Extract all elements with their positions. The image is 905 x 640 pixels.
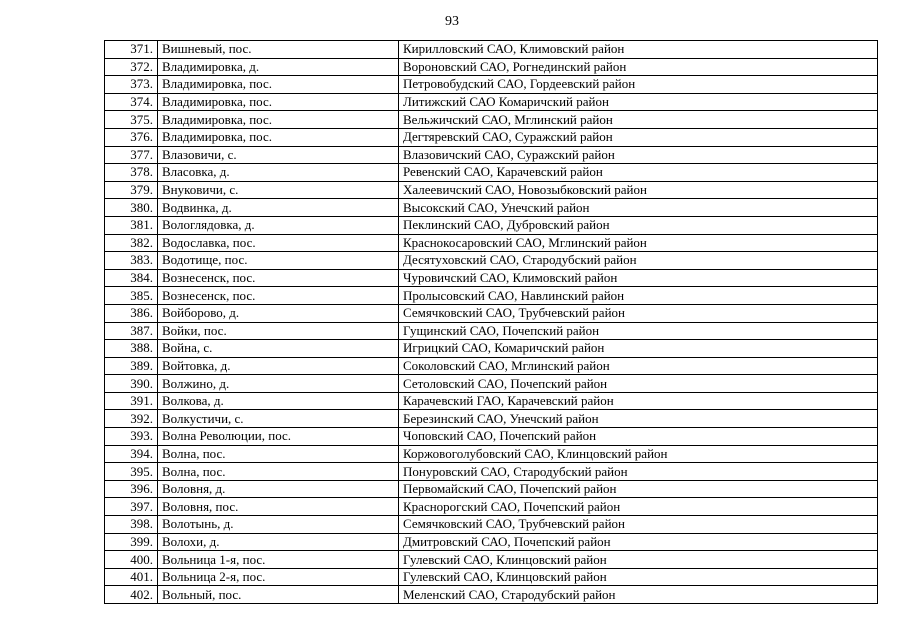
row-number: 377. <box>105 146 158 164</box>
row-number: 386. <box>105 304 158 322</box>
settlement-name: Владимировка, пос. <box>158 128 399 146</box>
table-row <box>105 269 878 287</box>
settlement-name: Волна Революции, пос. <box>158 428 399 446</box>
district-name: Пролысовский САО, Навлинский район <box>399 287 878 305</box>
district-name: Меленский САО, Стародубский район <box>399 586 878 604</box>
row-number: 397. <box>105 498 158 516</box>
table-row <box>105 480 878 498</box>
settlement-name: Война, с. <box>158 340 399 358</box>
district-name: Семячковский САО, Трубчевский район <box>399 304 878 322</box>
table-row <box>105 128 878 146</box>
settlement-name: Воловня, пос. <box>158 498 399 516</box>
row-number: 375. <box>105 111 158 129</box>
table-row <box>105 498 878 516</box>
settlement-name: Вологлядовка, д. <box>158 216 399 234</box>
district-name: Петровобудский САО, Гордеевский район <box>399 76 878 94</box>
row-number: 390. <box>105 375 158 393</box>
table-row <box>105 428 878 446</box>
row-number: 401. <box>105 568 158 586</box>
row-number: 372. <box>105 58 158 76</box>
district-name: Краснорогский САО, Почепский район <box>399 498 878 516</box>
district-name: Первомайский САО, Почепский район <box>399 480 878 498</box>
row-number: 384. <box>105 269 158 287</box>
district-name: Краснокосаровский САО, Мглинский район <box>399 234 878 252</box>
row-number: 371. <box>105 41 158 59</box>
settlement-name: Внуковичи, с. <box>158 181 399 199</box>
settlement-name: Вольный, пос. <box>158 586 399 604</box>
settlement-name: Волотынь, д. <box>158 516 399 534</box>
table-row <box>105 181 878 199</box>
settlement-name: Вознесенск, пос. <box>158 287 399 305</box>
table-row <box>105 392 878 410</box>
district-name: Пеклинский САО, Дубровский район <box>399 216 878 234</box>
row-number: 382. <box>105 234 158 252</box>
district-name: Гулевский САО, Клинцовский район <box>399 568 878 586</box>
table-row <box>105 533 878 551</box>
row-number: 385. <box>105 287 158 305</box>
table-row <box>105 234 878 252</box>
table-row <box>105 93 878 111</box>
table-row <box>105 357 878 375</box>
settlement-name: Водотище, пос. <box>158 252 399 270</box>
district-name: Кирилловский САО, Климовский район <box>399 41 878 59</box>
settlement-name: Вознесенск, пос. <box>158 269 399 287</box>
settlement-name: Владимировка, д. <box>158 58 399 76</box>
district-name: Березинский САО, Унечский район <box>399 410 878 428</box>
settlement-name: Влазовичи, с. <box>158 146 399 164</box>
district-name: Ревенский САО, Карачевский район <box>399 164 878 182</box>
district-name: Чоповский САО, Почепский район <box>399 428 878 446</box>
settlement-name: Волна, пос. <box>158 463 399 481</box>
page-number: 93 <box>445 14 459 29</box>
table-row <box>105 586 878 604</box>
row-number: 378. <box>105 164 158 182</box>
settlement-name: Владимировка, пос. <box>158 93 399 111</box>
row-number: 396. <box>105 480 158 498</box>
table-row <box>105 111 878 129</box>
district-name: Вороновский САО, Рогнединский район <box>399 58 878 76</box>
settlement-name: Воловня, д. <box>158 480 399 498</box>
settlement-name: Вишневый, пос. <box>158 41 399 59</box>
table-row <box>105 216 878 234</box>
district-name: Влазовичский САО, Суражский район <box>399 146 878 164</box>
table-row <box>105 568 878 586</box>
district-name: Карачевский ГАО, Карачевский район <box>399 392 878 410</box>
district-name: Коржовоголубовский САО, Клинцовский район <box>399 445 878 463</box>
row-number: 391. <box>105 392 158 410</box>
row-number: 392. <box>105 410 158 428</box>
district-name: Игрицкий САО, Комаричский район <box>399 340 878 358</box>
settlement-name: Войборово, д. <box>158 304 399 322</box>
row-number: 380. <box>105 199 158 217</box>
row-number: 374. <box>105 93 158 111</box>
table-row <box>105 340 878 358</box>
table-row <box>105 146 878 164</box>
row-number: 373. <box>105 76 158 94</box>
settlement-name: Власовка, д. <box>158 164 399 182</box>
settlement-name: Вольница 1-я, пос. <box>158 551 399 569</box>
table-row <box>105 287 878 305</box>
district-name: Гущинский САО, Почепский район <box>399 322 878 340</box>
district-name: Дмитровский САО, Почепский район <box>399 533 878 551</box>
district-name: Вельжичский САО, Мглинский район <box>399 111 878 129</box>
settlement-name: Войтовка, д. <box>158 357 399 375</box>
district-name: Десятуховский САО, Стародубский район <box>399 252 878 270</box>
district-name: Дегтяревский САО, Суражский район <box>399 128 878 146</box>
district-name: Высокский САО, Унечский район <box>399 199 878 217</box>
district-name: Халеевичский САО, Новозыбковский район <box>399 181 878 199</box>
district-name: Сетоловский САО, Почепский район <box>399 375 878 393</box>
row-number: 399. <box>105 533 158 551</box>
settlement-name: Водославка, пос. <box>158 234 399 252</box>
table-row <box>105 58 878 76</box>
row-number: 387. <box>105 322 158 340</box>
settlement-name: Волкова, д. <box>158 392 399 410</box>
settlement-name: Волжино, д. <box>158 375 399 393</box>
district-name: Семячковский САО, Трубчевский район <box>399 516 878 534</box>
row-number: 398. <box>105 516 158 534</box>
table-row <box>105 76 878 94</box>
district-name: Чуровичский САО, Климовский район <box>399 269 878 287</box>
row-number: 394. <box>105 445 158 463</box>
settlement-name: Волкустичи, с. <box>158 410 399 428</box>
table-row <box>105 304 878 322</box>
table-row <box>105 463 878 481</box>
district-name: Понуровский САО, Стародубский район <box>399 463 878 481</box>
row-number: 376. <box>105 128 158 146</box>
table-row <box>105 516 878 534</box>
row-number: 389. <box>105 357 158 375</box>
settlements-table-body <box>105 41 878 604</box>
row-number: 379. <box>105 181 158 199</box>
district-name: Литижский САО Комаричский район <box>399 93 878 111</box>
table-row <box>105 551 878 569</box>
row-number: 400. <box>105 551 158 569</box>
settlement-name: Владимировка, пос. <box>158 76 399 94</box>
row-number: 388. <box>105 340 158 358</box>
district-name: Гулевский САО, Клинцовский район <box>399 551 878 569</box>
settlement-name: Войки, пос. <box>158 322 399 340</box>
row-number: 381. <box>105 216 158 234</box>
district-name: Соколовский САО, Мглинский район <box>399 357 878 375</box>
row-number: 402. <box>105 586 158 604</box>
settlement-name: Водвинка, д. <box>158 199 399 217</box>
row-number: 395. <box>105 463 158 481</box>
row-number: 383. <box>105 252 158 270</box>
table-row <box>105 252 878 270</box>
table-row <box>105 375 878 393</box>
table-row <box>105 445 878 463</box>
table-row <box>105 164 878 182</box>
settlement-name: Владимировка, пос. <box>158 111 399 129</box>
settlements-table <box>104 40 878 604</box>
settlement-name: Волохи, д. <box>158 533 399 551</box>
settlement-name: Вольница 2-я, пос. <box>158 568 399 586</box>
table-row <box>105 41 878 59</box>
table-row <box>105 199 878 217</box>
table-row <box>105 322 878 340</box>
table-row <box>105 410 878 428</box>
settlement-name: Волна, пос. <box>158 445 399 463</box>
row-number: 393. <box>105 428 158 446</box>
